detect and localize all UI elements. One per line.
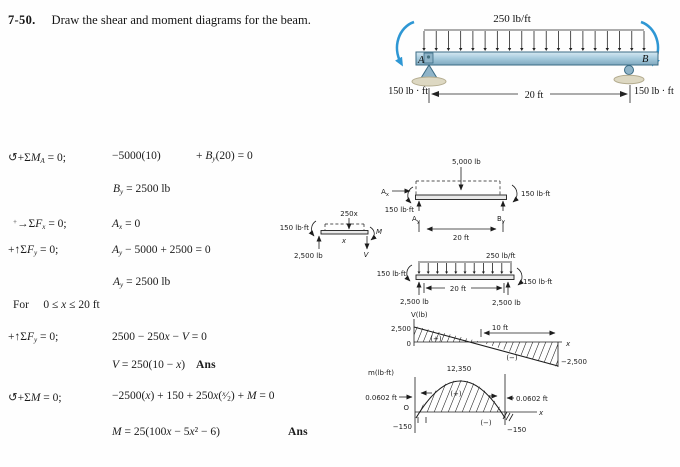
load-arrow-head: [418, 272, 421, 275]
hatch-line: [433, 373, 450, 415]
shear-x-label: x: [566, 340, 571, 348]
moment-positive-hatch: [398, 373, 527, 415]
problem-text: Draw the shear and moment diagrams for the beam.: [51, 13, 311, 27]
eq-shear-result: V = 250(10 − x): [112, 359, 186, 371]
moment-arrow-left: [408, 187, 413, 203]
ans-moment: Ans: [288, 426, 308, 438]
hatch-line: [426, 373, 443, 415]
ans-shear: Ans: [196, 359, 216, 371]
partial-load-label: 250x: [340, 210, 358, 218]
distributed-load-label: 250 lb/ft: [493, 13, 531, 25]
hatch-line: [490, 339, 502, 369]
load-arrow-head: [427, 272, 430, 275]
moment-arrow-right: [512, 185, 517, 202]
moment-left-label: 150 lb·ft: [376, 270, 406, 278]
moment-minus-label: (−): [480, 419, 492, 427]
hatch-line: [412, 373, 429, 415]
reaction-by-label: $B_y$: [497, 215, 505, 225]
load-arrow-head: [454, 272, 457, 275]
reaction-ax-label: $A_x$: [381, 188, 389, 198]
resultant-load-label: 5,000 lb: [452, 158, 481, 166]
zero-crossing-left-label: 0.0602 ft: [365, 394, 397, 402]
hatch-line: [535, 339, 547, 369]
eq-ay-result: $A_y = 2500$ lb: [113, 276, 171, 289]
span-label: 20 ft: [449, 285, 467, 293]
moment-arrow-left: [407, 265, 412, 281]
eq-sum-fx: $^+\to\Sigma F_x = 0$;: [13, 218, 67, 231]
load-arrow-head: [510, 272, 513, 275]
corner-hatch: [506, 413, 510, 420]
shear-min-label: −2,500: [561, 358, 587, 366]
internal-moment-arrow: [370, 227, 374, 240]
shear-label: V: [363, 251, 369, 259]
moment-right-label: 150 lb·ft: [523, 278, 553, 286]
internal-moment-label: M: [376, 228, 383, 236]
load-arrow-head: [491, 272, 494, 275]
hatch-line: [477, 339, 489, 369]
distributed-load-label: 250 lb/ft: [486, 252, 516, 260]
reaction-label: 2,500 lb: [294, 252, 323, 260]
eq-sum-ma: $↺+\Sigma M_A = 0$;: [8, 152, 66, 165]
moment-peak-label: 12,350: [446, 365, 472, 373]
eq-sum-fy: $+↑\Sigma F_y = 0$;: [8, 244, 59, 257]
shear-diagram: [391, 311, 587, 369]
moment-neg-left-label: −150: [392, 423, 412, 431]
beam-bar: [416, 275, 514, 280]
distributed-load-arrows: [418, 263, 513, 274]
fbd-beam-loaded: [377, 252, 553, 307]
fbd-whole-beam: [381, 158, 550, 242]
eq-by-result: $B_y = 2500$ lb: [113, 183, 171, 196]
shear-plus-label: (+): [430, 335, 442, 343]
eq-ma-lhs: −5000(10): [112, 150, 161, 162]
shear-minus-label: (−): [506, 354, 518, 362]
hatch-line: [475, 373, 492, 415]
hatch-line: [529, 339, 541, 369]
x-dim-label: x: [341, 237, 347, 245]
label-a: A: [418, 55, 425, 66]
moment-label: 150 lb·ft: [279, 224, 309, 232]
hatch-line: [489, 373, 506, 415]
eq-fy-lhs: $A_y - 5000 + 2500 = 0$: [112, 244, 211, 257]
load-arrow-head: [500, 272, 503, 275]
corner-hatch: [509, 414, 513, 421]
hatch-line: [510, 373, 527, 415]
eq-shear: 2500 − 250x − V = 0: [112, 331, 207, 343]
hatch-line: [503, 373, 520, 415]
eq-sum-fy-2: $+↑\Sigma F_y = 0$;: [8, 331, 59, 344]
shear-axis-label: V(lb): [411, 311, 428, 319]
eq-sum-m: ↺+ΣM = 0;: [8, 392, 62, 404]
hatch-line: [461, 373, 478, 415]
moment-right-label: 150 lb · ft: [634, 86, 674, 97]
load-arrow-head: [436, 272, 439, 275]
hatch-line: [496, 373, 513, 415]
reaction-right-label: 2,500 lb: [492, 299, 521, 307]
moment-arrow-right: [517, 268, 522, 285]
eq-ma-rhs: + $B_y(20) = 0$: [196, 150, 253, 163]
zero-crossing-right-label: 0.0602 ft: [516, 395, 548, 403]
reaction-ay-label: $A_y$: [412, 215, 420, 225]
span-label: 20 ft: [452, 234, 470, 242]
hatch-line: [468, 373, 485, 415]
moment-arrow: [312, 221, 316, 236]
span-label: 20 ft: [524, 90, 544, 101]
beam-bar: [416, 195, 507, 200]
moment-plus-label: (+): [450, 390, 462, 398]
origin-label: O: [403, 404, 409, 412]
beam-bar: [321, 231, 368, 235]
load-arrow-head: [473, 272, 476, 275]
shear-max-label: 2,500: [390, 325, 411, 333]
hatch-line: [522, 339, 534, 369]
eq-fx-result: $A_x = 0$: [112, 218, 141, 231]
problem-number: 7-50.: [8, 13, 36, 27]
fbd-cut-segment: [280, 210, 382, 260]
load-arrow-head: [482, 272, 485, 275]
moment-neg-right-label: −150: [507, 426, 527, 434]
hatch-line: [482, 373, 499, 415]
moment-left-label: 150 lb·ft: [384, 206, 414, 214]
moment-left-label: 150 lb · ft: [388, 86, 428, 97]
eq-moment: $-2500(x) + 150 + 250x(^x⁄_2) + M = 0$: [112, 390, 275, 403]
half-span-label: 10 ft: [491, 324, 509, 332]
moment-diagram: [365, 365, 548, 434]
moment-x-label: x: [539, 409, 544, 417]
load-arrow-head: [464, 272, 467, 275]
reaction-left-label: 2,500 lb: [400, 298, 429, 306]
label-b: B: [642, 54, 649, 65]
moment-axis-label: m(lb·ft): [368, 369, 394, 377]
eq-moment-result: M = 25(100x − 5x² − 6): [112, 426, 220, 438]
eq-range: For 0 ≤ x ≤ 20 ft: [13, 299, 100, 311]
moment-right-label: 150 lb·ft: [521, 190, 551, 198]
hatch-line: [483, 339, 495, 369]
shear-zero-label: 0: [406, 340, 411, 348]
load-arrow-head: [445, 272, 448, 275]
